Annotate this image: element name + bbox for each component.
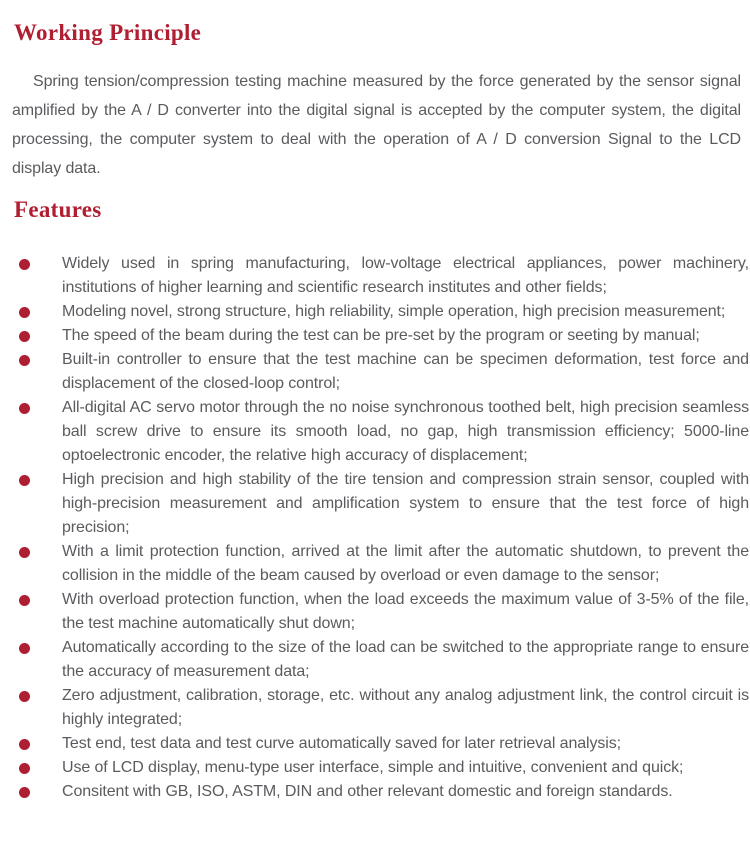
bullet-icon <box>19 739 30 750</box>
feature-list-item <box>0 780 750 804</box>
bullet-icon <box>19 331 30 342</box>
feature-list-item <box>0 300 750 324</box>
features-heading: Features <box>14 197 102 222</box>
feature-list-item <box>0 468 750 540</box>
feature-list-item <box>0 540 750 588</box>
feature-item-text: Modeling novel, strong structure, high reliability, simple operation, high precision measurement; <box>62 303 726 320</box>
feature-item-text: Widely used in spring manufacturing, low-voltage electrical appliances, power machinery, institutions of higher learning and scientific research institutes and other fields; <box>62 255 749 296</box>
feature-list-item <box>0 396 750 468</box>
feature-item-text: All-digital AC servo motor through the no noise synchronous toothed belt, high precision seamless ball screw drive to ensure its smooth load, no gap, high transmission efficiency; 5000-line optoelectronic encoder, the relative high accuracy of displacement; <box>62 399 749 464</box>
feature-list-item <box>0 588 750 636</box>
feature-item-text: Consitent with GB, ISO, ASTM, DIN and other relevant domestic and foreign standards. <box>62 783 673 800</box>
feature-item-text: Zero adjustment, calibration, storage, etc. without any analog adjustment link, the control circuit is highly integrated; <box>62 687 749 728</box>
feature-item-text: Test end, test data and test curve automatically saved for later retrieval analysis; <box>62 735 621 752</box>
feature-item-text: With overload protection function, when the load exceeds the maximum value of 3-5% of the file, the test machine automatically shut down; <box>62 591 749 632</box>
bullet-icon <box>19 547 30 558</box>
feature-list-item <box>0 732 750 756</box>
bullet-icon <box>19 595 30 606</box>
bullet-icon <box>19 307 30 318</box>
bullet-icon <box>19 475 30 486</box>
feature-list-item <box>0 324 750 348</box>
bullet-icon <box>19 259 30 270</box>
feature-item-text: High precision and high stability of the tire tension and compression strain sensor, coupled with high-precision measurement and amplification system to ensure that the test force of high precision; <box>62 471 749 536</box>
working-principle-paragraph: Spring tension/compression testing machine measured by the force generated by the sensor signal amplified by the A / D converter into the digital signal is accepted by the computer system, the digital processing, the computer system to deal with the operation of A / D conversion Signal to the LCD display data. <box>12 73 741 177</box>
feature-item-text: Automatically according to the size of the load can be switched to the appropriate range to ensure the accuracy of measurement data; <box>62 639 749 680</box>
bullet-icon <box>19 355 30 366</box>
feature-item-text: With a limit protection function, arrived at the limit after the automatic shutdown, to prevent the collision in the middle of the beam caused by overload or even damage to the sensor; <box>62 543 749 584</box>
bullet-icon <box>19 763 30 774</box>
feature-list-item <box>0 348 750 396</box>
feature-list-item <box>0 684 750 732</box>
features-list <box>0 252 750 804</box>
bullet-icon <box>19 403 30 414</box>
feature-list-item <box>0 756 750 780</box>
feature-list-item <box>0 636 750 684</box>
feature-list-item <box>0 252 750 300</box>
feature-item-text: The speed of the beam during the test can be pre-set by the program or seeting by manual; <box>62 327 700 344</box>
feature-item-text: Built-in controller to ensure that the test machine can be specimen deformation, test force and displacement of the closed-loop control; <box>62 351 749 392</box>
bullet-icon <box>19 691 30 702</box>
bullet-icon <box>19 787 30 798</box>
feature-item-text: Use of LCD display, menu-type user interface, simple and intuitive, convenient and quick; <box>62 759 684 776</box>
working-principle-heading: Working Principle <box>14 20 202 45</box>
bullet-icon <box>19 643 30 654</box>
